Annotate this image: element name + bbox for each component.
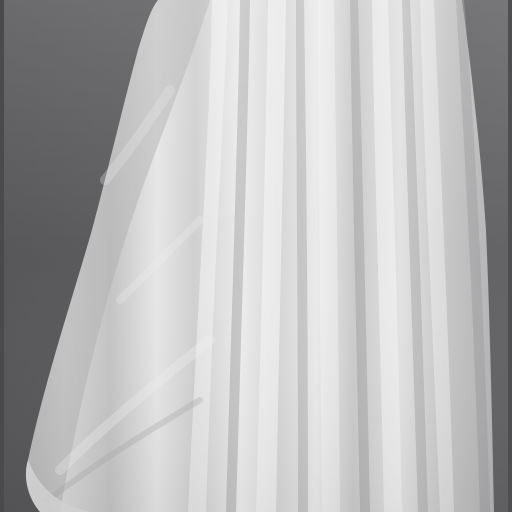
left-border [0, 0, 4, 512]
right-border [508, 0, 512, 512]
